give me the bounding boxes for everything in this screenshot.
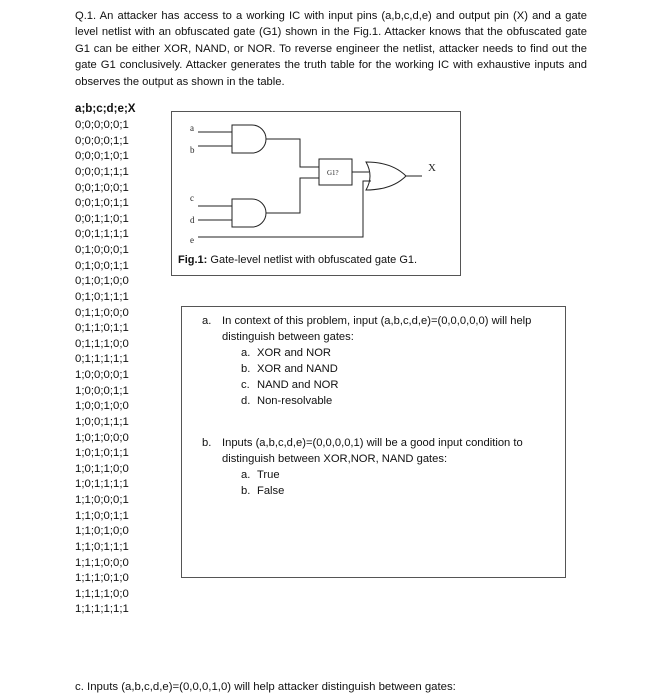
question-b-label: b. (202, 437, 212, 449)
table-row: 0;1;0;1;1;1 (75, 290, 129, 303)
option-a-a[interactable]: a. XOR and NOR (241, 347, 331, 359)
table-row: 1;0;1;0;0;0 (75, 431, 129, 444)
figure-caption-label: Fig.1: (178, 254, 208, 266)
table-row: 0;0;1;1;1;1 (75, 228, 129, 241)
figure-caption (178, 254, 417, 266)
table-row: 1;1;1;0;0;0 (75, 556, 129, 569)
table-row: 1;1;1;0;1;0 (75, 572, 129, 585)
table-row: 1;0;0;0;0;1 (75, 369, 129, 381)
input-label-d: d (190, 215, 195, 225)
or-gate (366, 162, 406, 190)
output-label-x: X (428, 162, 436, 174)
table-row: 1;1;0;0;1;1 (75, 509, 129, 522)
figure-caption-text: Gate-level netlist with obfuscated gate G1. (210, 254, 418, 266)
table-row: 1;0;0;1;0;0 (75, 400, 129, 413)
and-gate-cd (232, 199, 266, 227)
table-row: 0;1;1;0;0;0 (75, 306, 129, 319)
netlist-diagram (172, 112, 462, 277)
option-b-a[interactable]: a. True (241, 469, 280, 481)
table-row: 0;1;1;1;0;0 (75, 337, 129, 350)
question-c-text: c. Inputs (a,b,c,d,e)=(0,0,0,1,0) will help attacker distinguish between gates: (75, 681, 456, 693)
table-row: 0;1;1;1;1;1 (75, 353, 129, 366)
input-label-a: a (190, 123, 194, 133)
question-b-text: Inputs (a,b,c,d,e)=(0,0,0,0,1) will be a good input condition to distinguish between XOR,NOR, NAND gates: (222, 437, 523, 465)
table-row: 0;0;0;1;0;1 (75, 150, 129, 163)
table-row: 0;0;0;0;0;1 (75, 119, 129, 131)
table-row: 0;0;1;0;1;1 (75, 197, 129, 210)
table-row: 1;1;1;1;1;1 (75, 603, 129, 616)
question-a-label: a. (202, 315, 212, 327)
table-row: 0;0;1;1;0;1 (75, 212, 129, 225)
figure-1-box (171, 111, 461, 276)
truth-table-header: a;b;c;d;e;X (75, 102, 136, 115)
option-a-c[interactable]: c. NAND and NOR (241, 379, 339, 391)
table-row: 0;1;1;0;1;1 (75, 322, 129, 335)
table-row: 0;0;1;0;0;1 (75, 181, 129, 194)
input-label-e: e (190, 235, 194, 245)
input-label-b: b (190, 145, 195, 155)
question-a-text: In context of this problem, input (a,b,c,d,e)=(0,0,0,0,0) will help distinguish between gates: (222, 315, 532, 343)
table-row: 0;1;0;1;0;0 (75, 275, 129, 288)
table-row: 0;1;0;0;0;1 (75, 244, 129, 256)
table-row: 0;0;0;0;1;1 (75, 134, 129, 147)
table-row: 1;1;0;0;0;1 (75, 494, 129, 506)
table-row: 1;0;1;1;1;1 (75, 478, 129, 491)
table-row: 1;0;0;1;1;1 (75, 415, 129, 428)
option-a-d[interactable]: d. Non-resolvable (241, 395, 333, 407)
table-row: 1;1;1;1;0;0 (75, 587, 129, 600)
question-b-options (241, 467, 284, 499)
table-row: 0;1;0;0;1;1 (75, 259, 129, 272)
table-row: 1;1;0;1;0;0 (75, 525, 129, 538)
option-b-b[interactable]: b. False (241, 485, 285, 497)
input-label-c: c (190, 193, 194, 203)
table-row: 1;0;1;1;0;0 (75, 462, 129, 475)
table-row: 0;0;0;1;1;1 (75, 165, 129, 178)
table-row: 1;0;1;0;1;1 (75, 447, 129, 460)
g1-label: G1? (327, 169, 339, 177)
table-row: 1;1;0;1;1;1 (75, 540, 129, 553)
and-gate-ab (232, 125, 266, 153)
question-1-text: Q.1. An attacker has access to a working IC with input pins (a,b,c,d,e) and output pin (X) and a gate level netlist with an obfuscated gate (G1) shown in the Fig.1. Attacker knows that the obfuscated gate G1 can be either XOR, NAND, or NOR. To reverse engineer the netlist, attacker needs to find out the gate G1 conclusively. Attacker generates the truth table for the working IC with exhaustive inputs and observes the output as shown in the table. (75, 10, 587, 88)
truth-table-rows (75, 118, 129, 618)
option-a-b[interactable]: b. XOR and NAND (241, 363, 338, 375)
questions-box (181, 306, 566, 578)
table-row: 1;0;0;0;1;1 (75, 384, 129, 397)
question-a-options (241, 345, 338, 409)
